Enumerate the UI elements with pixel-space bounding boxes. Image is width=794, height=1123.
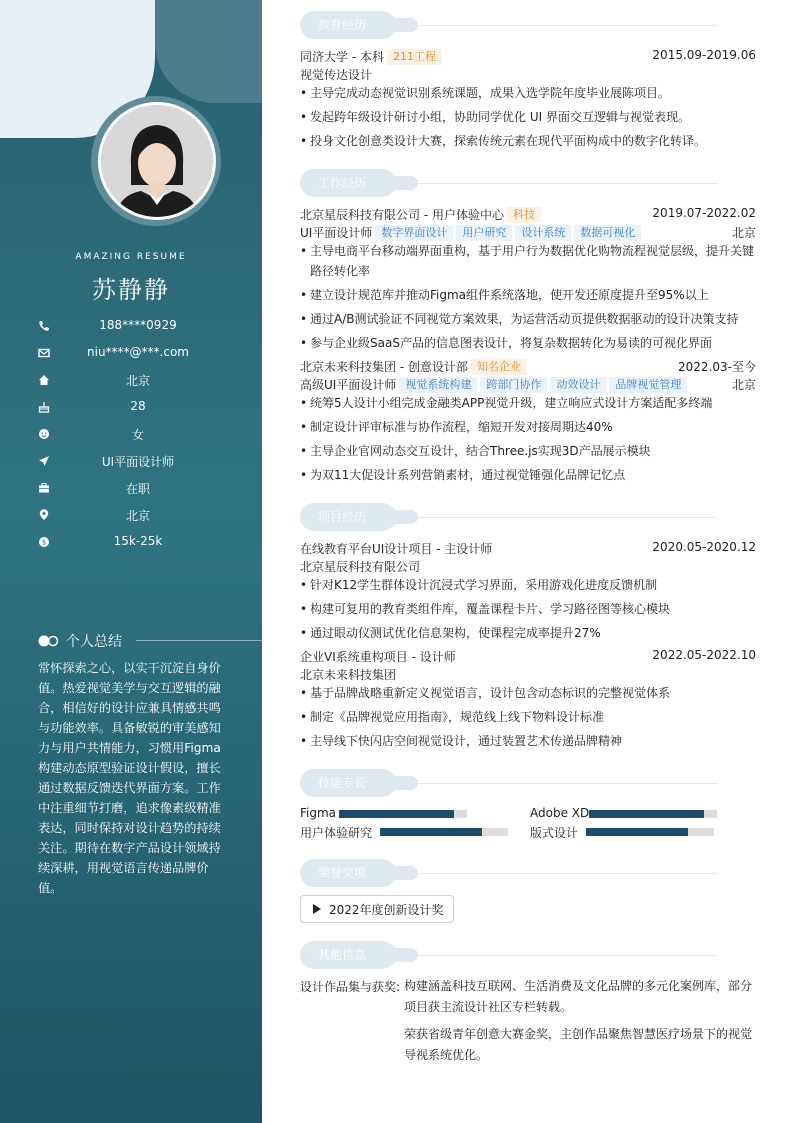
list-item: • 制定设计评审标准与协作流程，缩短开发对接周期达40%: [300, 420, 613, 434]
work-header: 北京星辰科技有限公司 - 用户体验中心 科技 2019.07-2022.02: [300, 206, 756, 222]
list-item: • 发起跨年级设计研讨小组，协助同学优化 UI 界面交互逻辑与视觉表现。: [300, 110, 690, 124]
tag-badge: 知名企业: [471, 359, 527, 375]
award-item: 2022年度创新设计奖: [300, 895, 454, 923]
other-text: 构建涵盖科技互联网、生活消费及文化品牌的多元化案例库，部分项目获主流设计社区专栏转载。: [404, 979, 753, 1014]
list-item: • 主导完成动态视觉识别系统课题，成果入选学院年度毕业展陈项目。: [300, 86, 671, 100]
other-label: 设计作品集与获奖:: [300, 980, 401, 994]
list-item: • 统筹5人设计小组完成金融类APP视觉升级，建立响应式设计方案适配多终端: [300, 396, 713, 410]
svg-text:$: $: [41, 538, 47, 547]
skill-bar: [339, 810, 467, 818]
info-home: 北京: [38, 372, 238, 390]
info-location: 北京: [38, 507, 238, 525]
work-header: 北京未来科技集团 - 创意设计部 知名企业 2022.03-至今: [300, 360, 756, 374]
list-item: • 基于品牌战略重新定义视觉语言，设计包含动态标识的完整视觉体系: [300, 686, 671, 700]
gender-icon: [38, 428, 50, 440]
cake-icon: [38, 401, 50, 413]
education-major: 视觉传达设计: [300, 68, 373, 82]
send-icon: [38, 455, 50, 467]
list-item: • 主导线下快闪店空间视觉设计，通过装置艺术传递品牌精神: [300, 734, 623, 748]
project-header: 在线教育平台UI设计项目 - 主设计师 2020.05-2020.12: [300, 540, 756, 556]
list-item: • 为双11大促设计系列营销素材，通过视觉锤强化品牌记忆点: [300, 468, 626, 482]
skill-bar-fill: [589, 810, 704, 818]
section-heading-skills: 技能专长: [300, 769, 720, 797]
education-header: 同济大学 - 本科 211工程 2015.09-2019.06: [300, 48, 756, 64]
skill-bar-fill: [380, 828, 482, 836]
skill-figma: Figma: [300, 806, 470, 822]
resume-tagline: AMAZING RESUME: [75, 252, 187, 262]
tag-badge: 科技: [507, 207, 541, 223]
project-company: 北京未来科技集团: [300, 668, 397, 682]
info-position: UI平面设计师: [38, 453, 238, 471]
list-item: • 建立设计规范库并推动Figma组件系统落地，使开发还原度提升至95%以上: [300, 288, 709, 302]
other-text: 荣获省级青年创意大赛金奖，主创作品聚焦智慧医疗场景下的视觉导视系统优化。: [404, 1027, 753, 1062]
phone-icon: [38, 320, 50, 332]
info-salary: $ 15k-25k: [38, 534, 238, 552]
skill-bar: [380, 828, 508, 836]
toggle-dots-icon: [38, 635, 60, 647]
skill-adobe-xd: Adobe XD: [530, 806, 720, 822]
skill-bar: [589, 810, 717, 818]
list-item: • 制定《品牌视觉应用指南》，规范线上线下物料设计标准: [300, 710, 605, 724]
project-company: 北京星辰科技有限公司: [300, 560, 421, 574]
location-pin-icon: [38, 509, 50, 521]
email-icon: [38, 347, 50, 359]
info-email: niu****@***.com: [38, 345, 238, 363]
candidate-name: 苏静静: [92, 276, 170, 304]
briefcase-icon: [38, 482, 50, 494]
divider: [136, 640, 262, 641]
section-heading-education: 教育经历: [300, 11, 720, 39]
info-gender: 女: [38, 426, 238, 444]
skill-tag: 数字界面设计: [375, 225, 453, 241]
tag-badge: 211工程: [387, 49, 442, 65]
money-icon: [38, 536, 50, 548]
info-age: 28: [38, 399, 238, 417]
summary-text: 常怀探索之心，以实干沉淀自身价值。热爱视觉美学与交互逻辑的融合，相信好的设计应兼具情感共鸣与功能效率。具备敏锐的审美感知力与用户共情能力，习惯用Figma构建动态原型验证设计假设，擅长通过数据反馈迭代界面方案。工作中注重细节打磨，追求像素级精准表达，同时保持对设计趋势的持续关注。期待在数字产品设计领域持续深耕，用视觉语言传递品牌价值。: [38, 661, 221, 895]
section-heading-projects: 项目经历: [300, 503, 720, 531]
work-role: UI平面设计师 数字界面设计 用户研究 设计系统 数据可视化 北京: [300, 226, 756, 240]
skill-tag: 视觉系统构建: [399, 377, 477, 393]
list-item: • 主导企业官网动态交互设计，结合Three.js实现3D产品展示模块: [300, 444, 651, 458]
list-item: • 主导电商平台移动端界面重构，基于用户行为数据优化购物流程视觉层级，提升关键路径转化率: [300, 244, 755, 278]
decor-shape: [155, 0, 262, 103]
skill-ux-research: 用户体验研究: [300, 824, 510, 840]
skill-tag: 设计系统: [515, 225, 571, 241]
skill-tag: 数据可视化: [574, 225, 641, 241]
section-heading-other: 其他信息: [300, 941, 720, 969]
skill-layout-design: 版式设计: [530, 824, 720, 840]
list-item: • 参与企业级SaaS产品的信息图表设计，将复杂数据转化为易读的可视化界面: [300, 336, 712, 350]
info-phone: 188****0929: [38, 318, 238, 336]
skill-tag: 动效设计: [550, 377, 606, 393]
list-item: • 投身文化创意类设计大赛，探索传统元素在现代平面构成中的数字化转译。: [300, 134, 707, 148]
section-heading-awards: 荣誉奖项: [300, 859, 720, 887]
play-icon: [313, 904, 321, 914]
sidebar: [0, 0, 262, 1123]
skill-bar-fill: [586, 828, 688, 836]
skill-bar: [586, 828, 714, 836]
list-item: • 针对K12学生群体设计沉浸式学习界面，采用游戏化进度反馈机制: [300, 578, 658, 592]
avatar: [98, 102, 216, 220]
list-item: • 通过A/B测试验证不同视觉方案效果，为运营活动页提供数据驱动的设计决策支持: [300, 312, 739, 326]
info-status: 在职: [38, 480, 238, 498]
skill-tag: 用户研究: [456, 225, 512, 241]
home-icon: [38, 374, 50, 386]
summary-heading: 个人总结: [38, 631, 228, 651]
project-header: 企业VI系统重构项目 - 设计师 2022.05-2022.10: [300, 648, 756, 664]
skill-tag: 品牌视觉管理: [609, 377, 687, 393]
person-portrait-icon: [101, 105, 213, 217]
work-role: 高级UI平面设计师 视觉系统构建 跨部门协作 动效设计 品牌视觉管理 北京: [300, 378, 756, 392]
skill-tag: 跨部门协作: [480, 377, 547, 393]
list-item: • 构建可复用的教育类组件库，覆盖课程卡片、学习路径图等核心模块: [300, 602, 671, 616]
skill-bar-fill: [339, 810, 454, 818]
list-item: • 通过眼动仪测试优化信息架构，使课程完成率提升27%: [300, 626, 601, 640]
section-heading-work: 工作经历: [300, 169, 720, 197]
